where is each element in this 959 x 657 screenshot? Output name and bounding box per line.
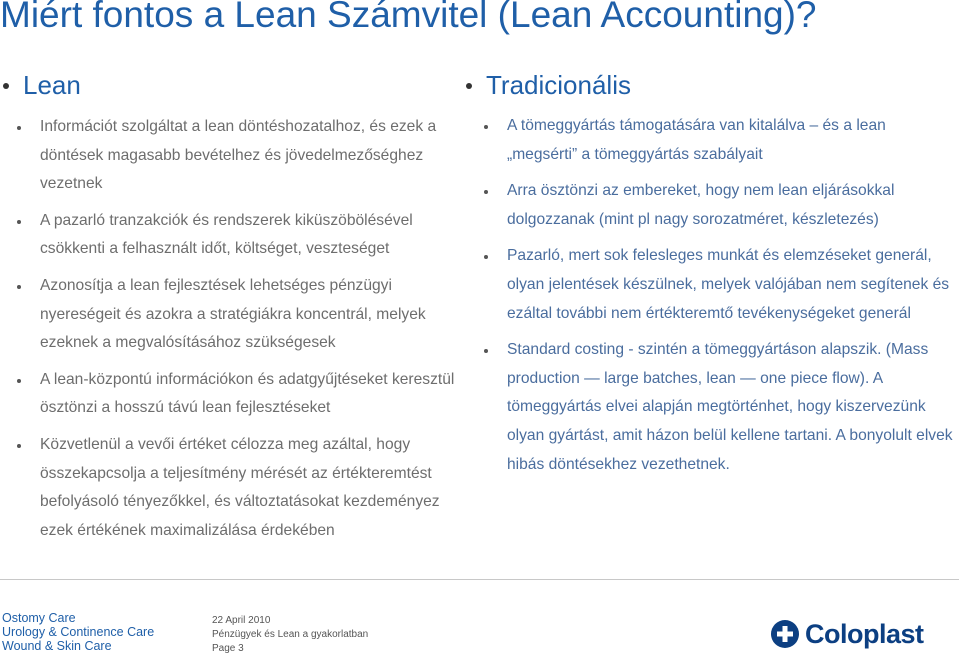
lean-bullet-list: [17, 113, 457, 553]
left-heading-text: Lean: [23, 70, 81, 100]
logo-text: Coloplast: [805, 618, 924, 649]
brand-line: Urology & Continence Care: [2, 625, 155, 639]
list-item-text: Standard costing - szintén a tömeggyártáson alapszik. (Mass production — large batches, lean — one piece flow). A tömeggyártás elvei alapján megtörténhet, hogy kiszervezünk olyan gyártást, amit házon belül kellene tartani. A bonyolult elvek hibás döntésekhez vezethetnek.: [507, 341, 953, 473]
traditional-bullet-list: [484, 112, 959, 487]
bullet-icon: [17, 379, 21, 383]
brand-line: Ostomy Care: [2, 611, 76, 625]
left-column-heading: [3, 70, 81, 101]
list-item: [17, 113, 457, 199]
slide-title: Miért fontos a Lean Számvitel (Lean Accounting)?: [0, 0, 817, 35]
coloplast-logo-icon: [771, 620, 799, 648]
list-item: [17, 431, 457, 545]
bullet-icon: [484, 190, 488, 194]
list-item: [484, 242, 959, 328]
list-item-text: Pazarló, mert sok felesleges munkát és elemzéseket generál, olyan jelentések készülnek, melyek valójában nem segítenek és ezáltal további nem értékteremtő tevékenységeket generál: [507, 247, 950, 322]
footer-meta: [212, 614, 368, 656]
bullet-icon: [484, 349, 488, 353]
coloplast-logo: [771, 614, 959, 654]
list-item: [17, 366, 457, 423]
list-item-text: A tömeggyártás támogatására van kitalálva – és a lean „megsérti” a tömeggyártás szabályait: [507, 117, 886, 163]
bullet-icon: [17, 126, 21, 130]
list-item: [484, 112, 959, 169]
list-item-text: Azonosítja a lean fejlesztések lehetséges pénzügyi nyereségeit és azokra a stratégiákra koncentrál, melyek ezeknek a megvalósításához szükségesek: [40, 276, 426, 352]
footer-date: 22 April 2010: [212, 615, 271, 626]
right-column-heading: [466, 70, 631, 101]
list-item: [484, 177, 959, 234]
footer-brand-lines: [2, 611, 154, 653]
bullet-icon: [3, 83, 9, 89]
list-item-text: Közvetlenül a vevői értéket célozza meg azáltal, hogy összekapcsolja a teljesítmény mérését az értékteremtést befolyásoló tényezőkkel, és változtatásokat kezdeményez ezek értékének maximalizálása érdekében: [40, 435, 440, 539]
list-item: [484, 336, 959, 479]
list-item-text: Arra ösztönzi az embereket, hogy nem lean eljárásokkal dolgozzanak (mint pl nagy sorozatméret, készletezés): [507, 182, 895, 228]
list-item-text: A pazarló tranzakciók és rendszerek kiküszöbölésével csökkenti a felhasznált időt, költséget, veszteséget: [40, 211, 413, 258]
bullet-icon: [17, 220, 21, 224]
bullet-icon: [466, 83, 472, 89]
list-item-text: A lean-központú információkon és adatgyűjtéseket keresztül ösztönzi a hosszú távú lean fejlesztéseket: [40, 370, 455, 417]
bullet-icon: [484, 125, 488, 129]
list-item: [17, 207, 457, 264]
page-number: Page 3: [212, 643, 244, 654]
bullet-icon: [484, 255, 488, 259]
list-item: [17, 272, 457, 358]
footer-subtitle: Pénzügyek és Lean a gyakorlatban: [212, 629, 369, 640]
bullet-icon: [17, 444, 21, 448]
footer-divider: [0, 579, 959, 580]
brand-line: Wound & Skin Care: [2, 639, 112, 653]
list-item-text: Információt szolgáltat a lean döntéshozatalhoz, és ezek a döntések magasabb bevételhez és jövedelmezőséghez vezetnek: [40, 118, 437, 193]
right-heading-text: Tradicionális: [486, 70, 631, 100]
bullet-icon: [17, 285, 21, 289]
